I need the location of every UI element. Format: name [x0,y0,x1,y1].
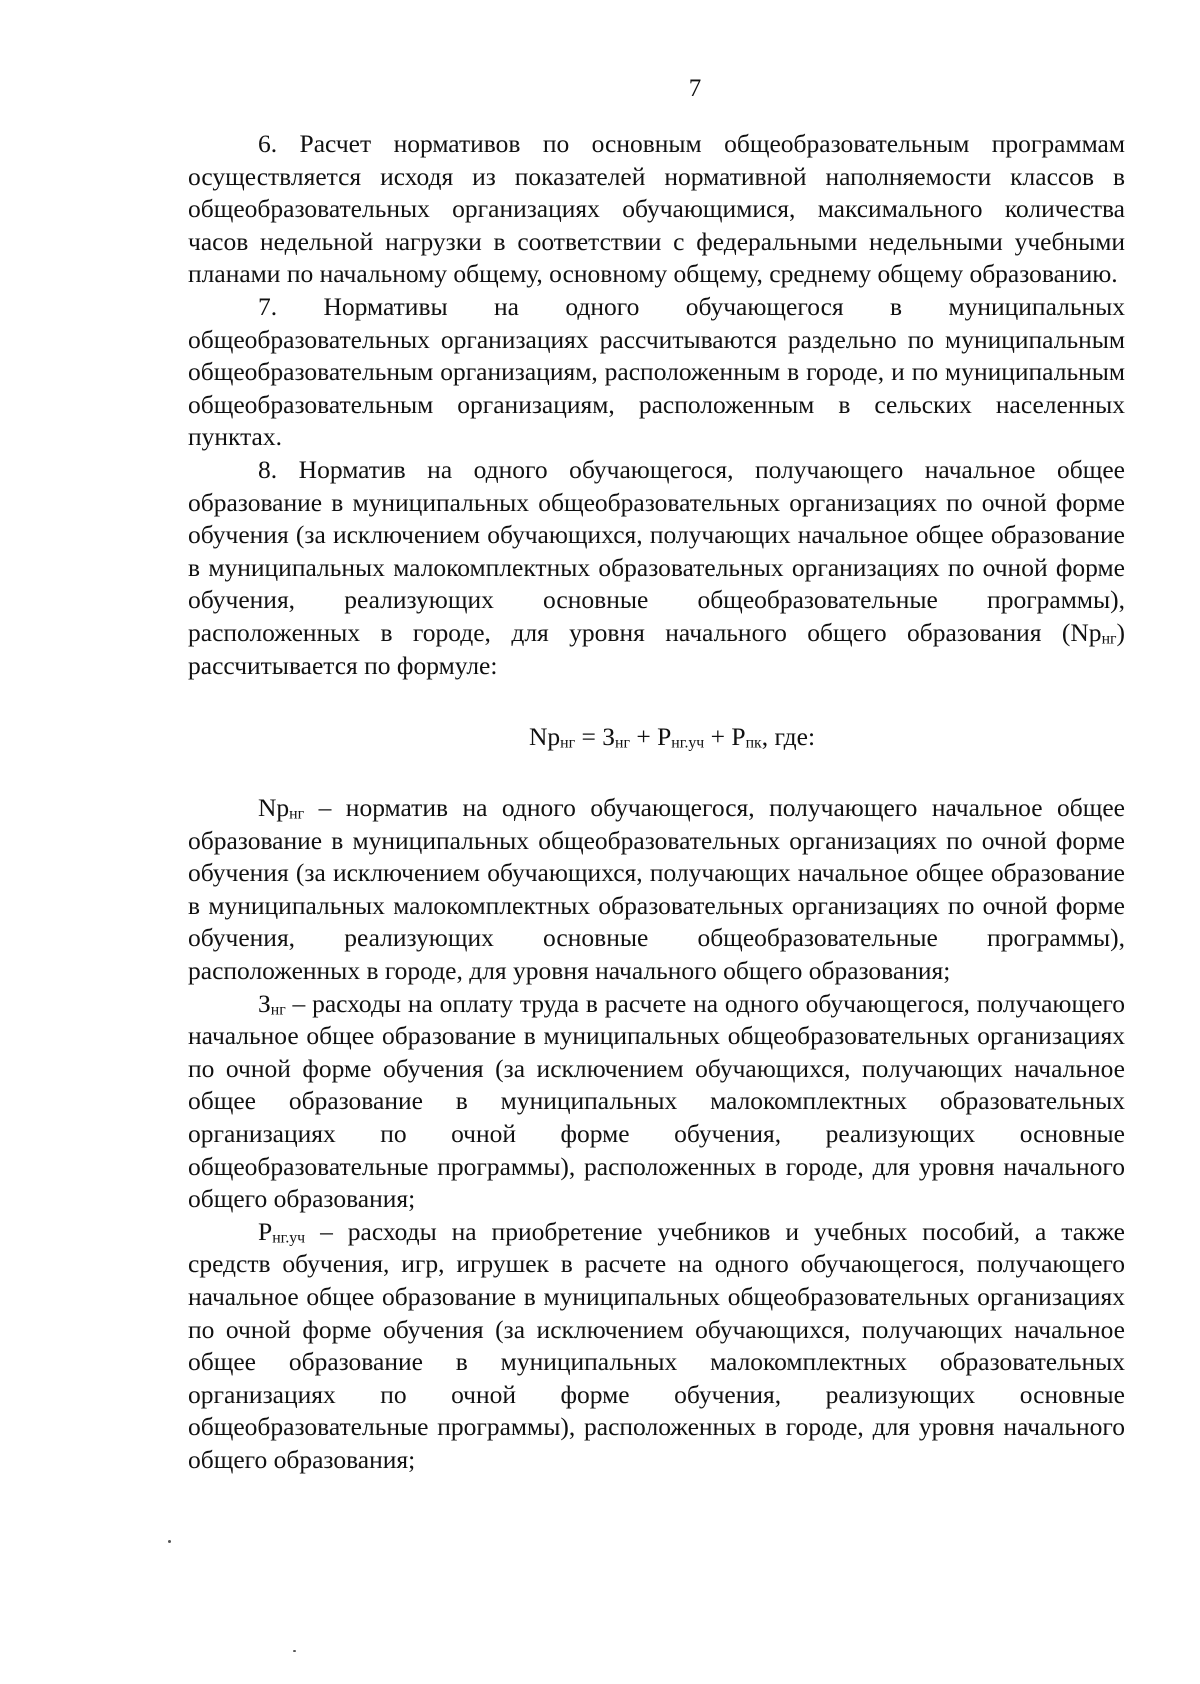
formula [188,682,1125,792]
formula-z: З [602,722,616,752]
document-body [188,128,1125,1477]
paragraph-8 [188,454,1125,682]
paragraph-8-text: 8. Норматив на одного обучающегося, получающего начальное общее образование в муниципальных общеобразовательных организациях по очной форме обучения (за исключением обучающихся, получающих начальное общее образование в муниципальных малокомплектных образовательных организациях по очной форме обучения, реализующих основные общеобразовательные программы), расположенных в городе, для уровня начального общего образования (Np [188,454,1125,647]
paragraph-7: 7. Нормативы на одного обучающегося в муниципальных общеобразовательных организациях рассчитываются раздельно по муниципальным общеобразовательным организациям, расположенным в городе, и по муниципальным общеобразовательным организациям, расположенным в сельских населенных пунктах. [188,291,1125,452]
definition-z-text: – расходы на оплату труда в расчете на одного обучающегося, получающего начальное общее образование в муниципальных общеобразовательных организациях по очной форме обучения (за исключением обучающихся, получающих начальное общее образование в муниципальных малокомплектных образовательных организациях по очной форме обучения, реализующих основные общеобразовательные программы), расположенных в городе, для уровня начального общего образования; [188,988,1125,1214]
definition-z-symbol: З [258,988,271,1018]
scan-speck [168,1540,171,1543]
formula-equals: = [575,722,603,752]
definition-np [188,792,1125,988]
definition-np-symbol: Np [258,793,290,823]
paragraph-8-tail: ) рассчитывается по формуле: [188,617,1125,680]
formula-z-subscript: нг [615,734,630,752]
scan-speck [293,1650,296,1652]
definition-z-subscript: нг [270,1001,286,1019]
formula-r1-subscript: нг.уч [671,734,705,752]
definition-np-subscript: нг [289,805,305,823]
formula-plus-1: + [629,722,658,752]
definition-z [188,988,1125,1216]
definition-r [188,1216,1125,1477]
formula-r1: Р [657,722,672,752]
formula-r2: Р [731,722,746,752]
definition-r-symbol: Р [258,1216,273,1246]
paragraph-6: 6. Расчет нормативов по основным общеобразовательным программам осуществляется исходя из показателей нормативной наполняемости классов в общеобразовательных организациях обучающимися, максимального количества часов недельной нагрузки в соответствии с федеральными недельными учебными планами по начальному общему, основному общему, среднему общему образованию. [188,129,1125,289]
formula-np: Np [529,722,561,752]
formula-r2-subscript: пк [745,734,762,752]
formula-np-subscript: нг [560,734,576,752]
paragraph-8-subscript: нг [1101,630,1117,648]
definition-np-text: – норматив на одного обучающегося, получающего начальное общее образование в муниципальных общеобразовательных организациях по очной форме обучения (за исключением обучающихся, получающих начальное общее образование в муниципальных малокомплектных образовательных организациях по очной форме обучения, реализующих основные общеобразовательные программы), расположенных в городе, для уровня начального общего образования; [188,793,1125,986]
formula-plus-2: + [704,722,732,752]
page-number: 7 [688,75,702,102]
formula-tail: , где: [761,722,816,752]
definition-r-subscript: нг.уч [272,1229,306,1247]
definition-r-text: – расходы на приобретение учебников и учебных пособий, а также средств обучения, игр, игрушек в расчете на одного обучающегося, получающего начальное общее образование в муниципальных общеобразовательных организациях по очной форме обучения (за исключением обучающихся, получающих начальное общее образование в муниципальных малокомплектных образовательных организациях по очной форме обучения, реализующих основные общеобразовательные программы), расположенных в городе, для уровня начального общего образования; [188,1216,1125,1474]
